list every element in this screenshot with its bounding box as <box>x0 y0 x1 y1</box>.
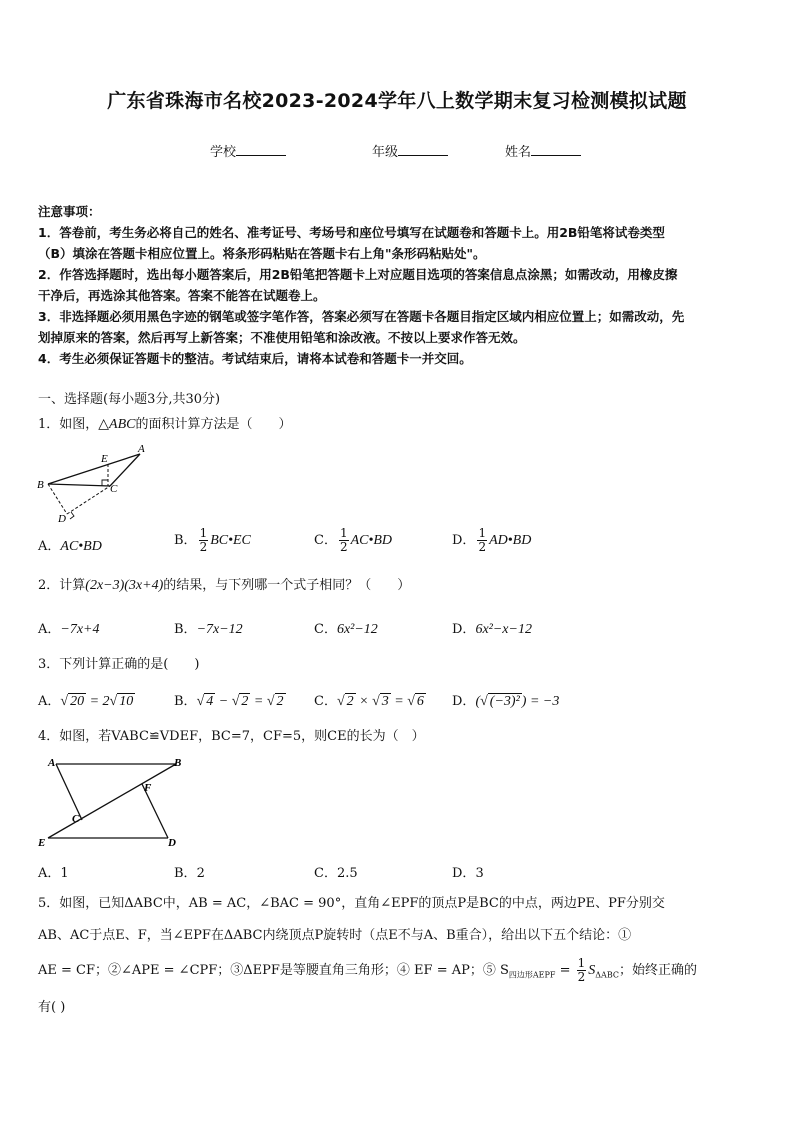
q4-option-a[interactable]: A．1 <box>38 866 69 881</box>
grade-label: 年级 <box>372 145 399 160</box>
q4-label-f: F <box>144 782 152 794</box>
q1-label-d: D <box>58 513 66 524</box>
notice-line: （B）填涂在答题卡相应位置上。将条形码粘贴在答题卡右上角"条形码粘贴处"。 <box>38 246 486 261</box>
section-heading: 一、选择题(每小题3分,共30分) <box>38 392 221 407</box>
q3-stem: 3．下列计算正确的是( ) <box>38 657 200 672</box>
q4-label-b: B <box>174 757 182 769</box>
q1-stem: 1．如图，△ABC的面积计算方法是（ ） <box>38 417 292 432</box>
page-title: 广东省珠海市名校2023-2024学年八上数学期末复习检测模拟试题 <box>107 90 687 112</box>
q2-option-d[interactable]: D．6x²−x−12 <box>452 622 532 637</box>
q5-line-3: AE = CF；②∠APE = ∠CPF；③ΔEPF是等腰直角三角形；④ EF = AP；⑤ $S_{四边形AEPF}$ = $\frac{1}{2}$ $S_{\Delta ABC}$；始终正确的 <box>38 956 697 984</box>
notice-line: 2．作答选择题时，选出每小题答案后，用2B铅笔把答题卡上对应题目选项的答案信息点涂黑；如需改动，用橡皮擦 <box>38 267 678 282</box>
q1-label-b: B <box>37 479 44 491</box>
q4-option-c[interactable]: C．2.5 <box>314 866 358 881</box>
q1-option-c[interactable]: C． $\frac{1}{2}$ AC•BD <box>314 526 393 554</box>
q3-option-a[interactable]: A．√ 20 = 2√ 10 <box>38 694 134 709</box>
q3-option-c[interactable]: C．√ 2 × √ 3 = √ 6 <box>314 694 424 709</box>
q1-label-c: C <box>110 483 118 495</box>
q4-label-a: A <box>48 757 56 769</box>
name-blank[interactable] <box>531 143 581 156</box>
notice-line: 4．考生必须保证答题卡的整洁。考试结束后，请将本试卷和答题卡一并交回。 <box>38 351 472 366</box>
school-label: 学校 <box>210 145 237 160</box>
q2-stem: 2．计算(2x−3)(3x+4)的结果，与下列哪一个式子相同？（ ） <box>38 578 411 593</box>
notice-heading: 注意事项： <box>38 204 101 219</box>
grade-blank[interactable] <box>398 143 448 156</box>
q4-label-d: D <box>168 837 176 849</box>
q2-option-c[interactable]: C．6x²−12 <box>314 622 378 637</box>
q3-option-b[interactable]: B．√ 4 − √ 2 = √ 2 <box>174 694 284 709</box>
q2-option-a[interactable]: A．−7x+4 <box>38 622 100 637</box>
q4-figure <box>36 756 186 852</box>
q1-label-a: A <box>138 443 145 455</box>
q3-option-d[interactable]: D．(√ (−3)² ) = −3 <box>452 694 560 709</box>
q1-option-b[interactable]: B． $\frac{1}{2}$ BC•EC <box>174 526 251 554</box>
q4-label-e: E <box>38 837 46 849</box>
q2-option-b[interactable]: B．−7x−12 <box>174 622 243 637</box>
q1-option-a[interactable]: A．AC•BD <box>38 539 102 554</box>
name-label: 姓名 <box>505 145 532 160</box>
notice-line: 3．非选择题必须用黑色字迹的钢笔或签字笔作答，答案必须写在答题卡各题目指定区域内相应位置上；如需改动，先 <box>38 309 685 324</box>
school-blank[interactable] <box>236 143 286 156</box>
notice-line: 干净后，再选涂其他答案。答案不能答在试题卷上。 <box>38 288 326 303</box>
q1-label-e: E <box>101 453 108 465</box>
name-field[interactable] <box>505 141 581 160</box>
notice-line: 1．答卷前，考生务必将自己的姓名、准考证号、考场号和座位号填写在试题卷和答题卡上。用2B铅笔将试卷类型 <box>38 225 665 240</box>
q1-option-d[interactable]: D． $\frac{1}{2}$ AD•BD <box>452 526 532 554</box>
grade-field[interactable] <box>372 141 448 160</box>
q5-line-4: 有( ) <box>38 1000 66 1015</box>
school-field[interactable] <box>210 141 286 160</box>
q4-option-b[interactable]: B．2 <box>174 866 205 881</box>
q1-figure <box>34 440 164 524</box>
q4-stem: 4．如图，若VABC≌VDEF，BC=7，CF=5，则CE的长为（ ） <box>38 729 425 744</box>
notice-line: 划掉原来的答案，然后再写上新答案；不准使用铅笔和涂改液。不按以上要求作答无效。 <box>38 330 526 345</box>
q4-option-d[interactable]: D．3 <box>452 866 484 881</box>
q5-line-1: 5．如图，已知ΔABC中，AB = AC，∠BAC = 90°，直角∠EPF的顶点P是BC的中点，两边PE、PF分别交 <box>38 896 665 911</box>
q5-line-2: AB、AC于点E、F，当∠EPF在ΔABC内绕顶点P旋转时（点E不与A、B重合），给出以下五个结论：① <box>38 928 632 943</box>
q4-label-c: C <box>72 813 80 825</box>
